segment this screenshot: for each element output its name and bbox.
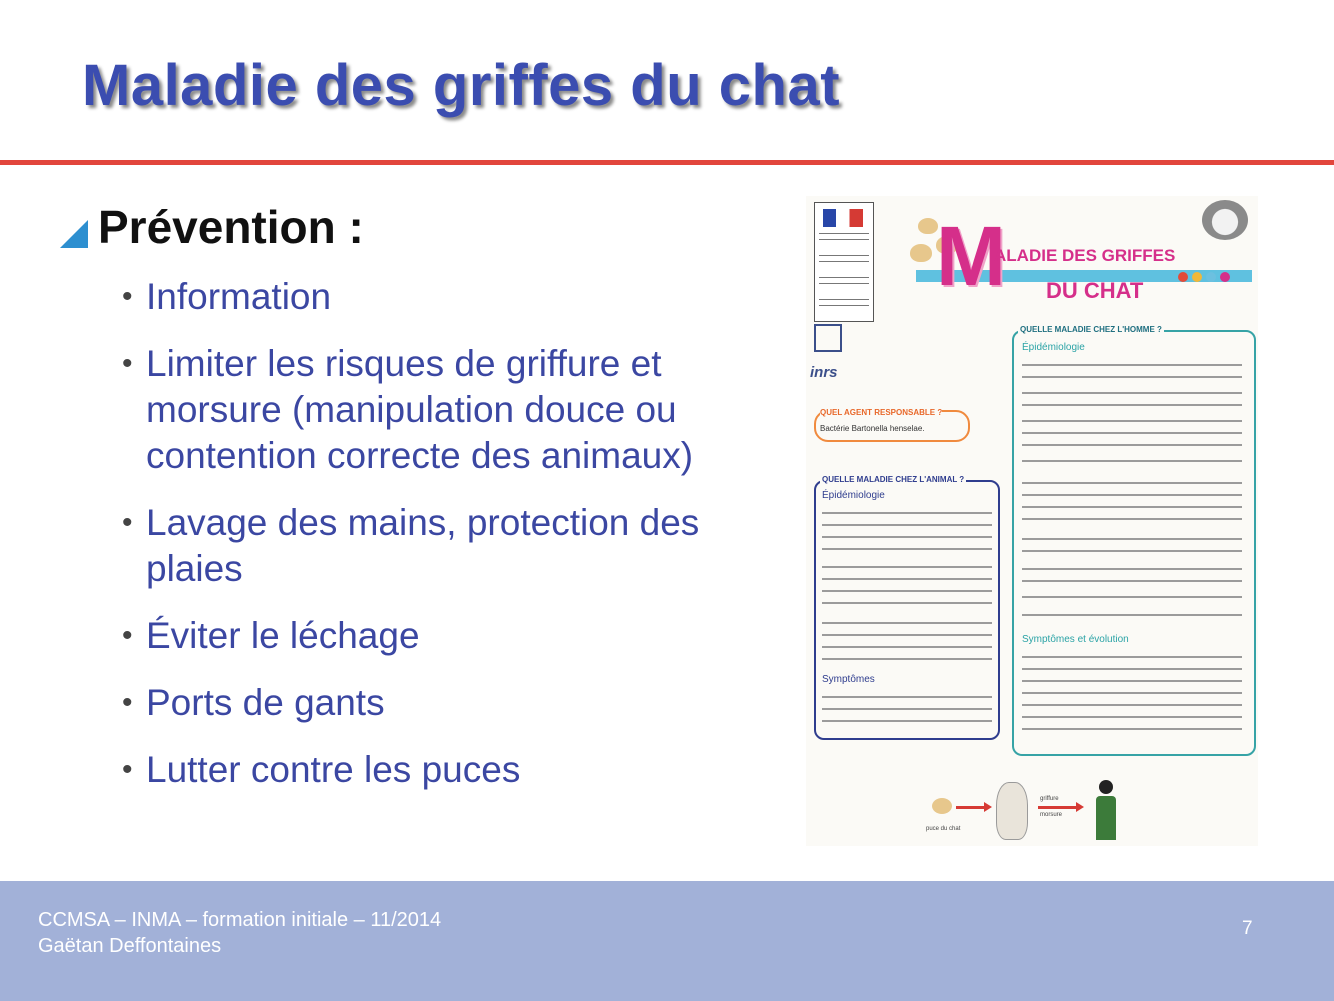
human-sub-epidemiologie: Épidémiologie <box>1022 342 1085 353</box>
chick-icon <box>918 218 938 234</box>
human-sub-symptomes: Symptômes et évolution <box>1022 634 1129 645</box>
title-divider <box>0 160 1334 165</box>
arrow-icon <box>956 806 986 809</box>
inrs-logo: inrs <box>810 364 838 381</box>
bullet-item: • Lutter contre les puces <box>122 747 772 793</box>
label-griffure: griffure <box>1040 796 1059 802</box>
agent-title: QUEL AGENT RESPONSABLE ? <box>820 408 943 417</box>
arrow-icon <box>1038 806 1078 809</box>
label-morsure: morsure <box>1040 812 1063 818</box>
bullet-dot-icon: • <box>122 753 133 786</box>
section-heading <box>60 200 364 254</box>
label-puce: puce du chat <box>926 826 961 832</box>
poster-title-line1: ALADIE DES GRIFFES <box>994 246 1176 265</box>
flea-icon <box>932 798 952 814</box>
book-logo-icon <box>814 324 842 352</box>
page-number: 7 <box>1242 918 1253 939</box>
animal-sub-epidemiologie: Épidémiologie <box>822 490 885 501</box>
ministry-logos <box>814 202 874 322</box>
poster-title-line2: DU CHAT <box>1046 278 1144 303</box>
animal-box <box>814 475 1000 740</box>
cat-icon <box>996 782 1028 840</box>
poster-image <box>806 196 1258 846</box>
bullet-item: • Éviter le léchage <box>122 613 772 659</box>
bullet-item: • Ports de gants <box>122 680 772 726</box>
bullet-dot-icon: • <box>122 686 133 719</box>
cat-icon <box>1202 200 1248 240</box>
bullet-item: • Information <box>122 274 772 320</box>
bullet-dot-icon: • <box>122 506 133 539</box>
animal-sub-symptomes: Symptômes <box>822 674 875 685</box>
bullet-dot-icon: • <box>122 619 133 652</box>
footer-course: CCMSA – INMA – formation initiale – 11/2014 <box>38 909 442 931</box>
bullet-item: • Limiter les risques de griffure et morsure (manipulation douce ou contention correcte des animaux) <box>122 341 772 479</box>
slide-title: Maladie des griffes du chat <box>82 53 841 118</box>
poster-title-m: M <box>936 209 1006 303</box>
footer-author: Gaëtan Deffontaines <box>38 935 222 957</box>
bullet-item: • Lavage des mains, protection des plaies <box>122 500 772 592</box>
bullet-dot-icon: • <box>122 347 133 380</box>
bullet-dot-icon: • <box>122 280 133 313</box>
chick-icon <box>910 244 932 262</box>
agent-text: Bactérie Bartonella henselae. <box>820 424 925 433</box>
animal-box-title: QUELLE MALADIE CHEZ L'ANIMAL ? <box>822 475 965 484</box>
human-box-title: QUELLE MALADIE CHEZ L'HOMME ? <box>1020 325 1162 334</box>
human-box <box>1012 325 1256 756</box>
heading-text: Prévention : <box>98 201 364 253</box>
french-flag-icon <box>823 209 863 227</box>
triangle-bullet-icon <box>60 220 88 248</box>
person-icon <box>1096 780 1116 840</box>
bullet-list <box>122 274 772 814</box>
